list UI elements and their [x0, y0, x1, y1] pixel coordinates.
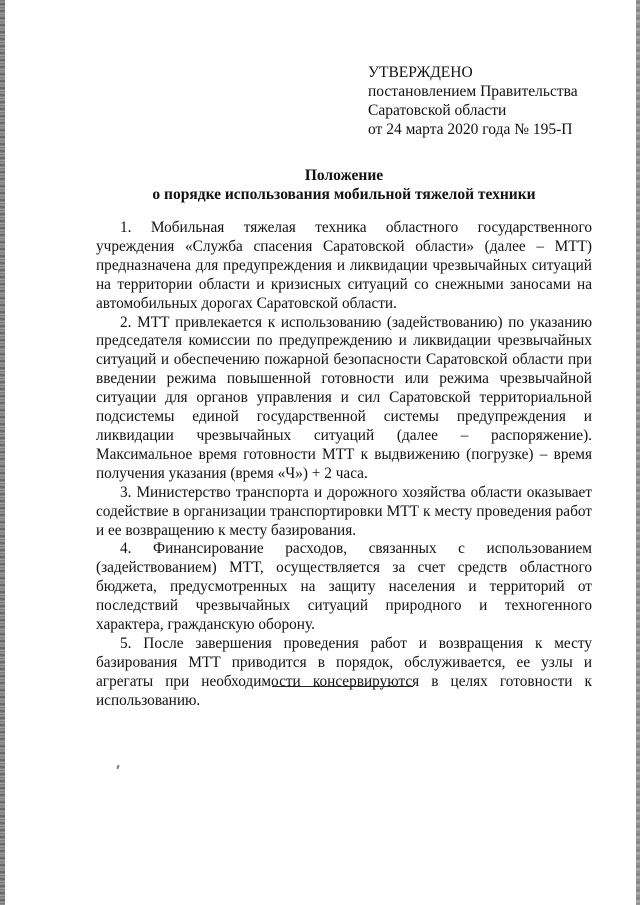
approval-heading: УТВЕРЖДЕНО: [368, 64, 473, 81]
paragraph-3: 3. Министерство транспорта и дорожного хозяйства области оказывает содействие в организации транспортировки МТТ к месту проведения работ и ее возвращению к месту базирования.: [96, 483, 592, 539]
end-divider-line: [272, 686, 413, 687]
paragraph-4: 4. Финансирование расходов, связанных с использованием (задействованием) МТТ, осуществляется за счет средств областного бюджета, предусмотренных на защиту населения и территорий от последствий чрезвычайных ситуаций природного и техногенного характера, гражданскую оборону.: [96, 540, 592, 634]
approval-line-decree: постановлением Правительства: [368, 83, 578, 100]
scan-edge-right: [636, 0, 640, 905]
scan-speck: [116, 765, 119, 769]
paragraph-1: 1. Мобильная тяжелая техника областного государственного учреждения «Служба спасения Саратовской области» (далее – МТТ) предназначена для предупреждения и ликвидации чрезвычайных ситуаций на территории области и кризисных ситуаций со снежными заносами на автомобильных дорогах Саратовской области.: [96, 219, 592, 312]
document-subtitle: о порядке использования мобильной тяжелой техники: [152, 186, 536, 203]
approval-line-region: Саратовской области: [368, 102, 507, 119]
paragraph-2: 2. МТТ привлекается к использованию (задействованию) по указанию председателя комиссии по предупреждению и ликвидации чрезвычайных ситуаций и обеспечению пожарной безопасности Саратовской области при введении режима повышенной готовности или режима чрезвычайной ситуации для органов управления и сил Саратовской территориальной подсистемы единой государственной системы предупреждения и ликвидации чрезвычайных ситуаций (далее – распоряжение). Максимальное время готовности МТТ к выдвижению (погрузке) – время получения указания (время «Ч») + 2 часа.: [96, 313, 592, 482]
approval-stamp: [368, 63, 578, 139]
scan-edge-left: [0, 0, 5, 905]
document-body: [96, 219, 592, 711]
approval-line-date: от 24 марта 2020 года № 195-П: [368, 121, 573, 138]
paragraph-5: 5. После завершения проведения работ и возвращения к месту базирования МТТ приводится в порядок, обслуживается, ее узлы и агрегаты при необходимости консервируются в целях готовности к использованию.: [96, 634, 592, 709]
document-title: Положение: [304, 167, 384, 184]
